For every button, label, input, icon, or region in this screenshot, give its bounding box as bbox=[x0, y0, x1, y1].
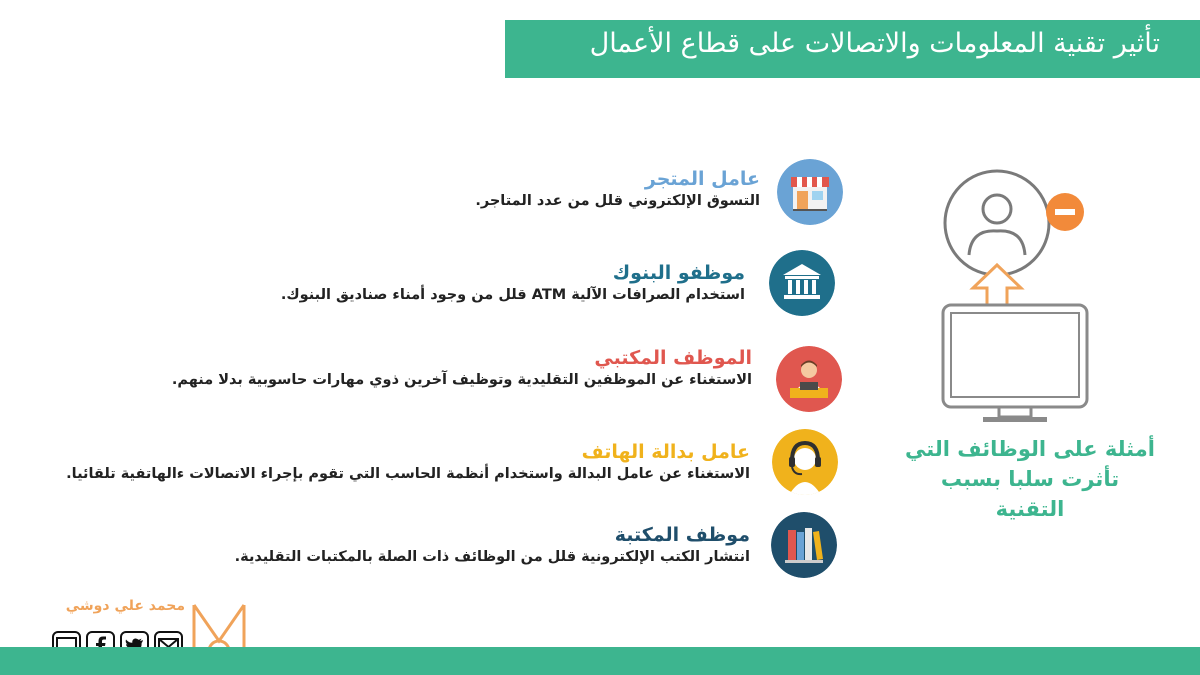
item-description: التسوق الإلكتروني قلل من عدد المتاجر. bbox=[475, 193, 760, 209]
monitor-icon bbox=[943, 305, 1087, 422]
headset-operator-icon bbox=[772, 429, 838, 495]
item-title: الموظف المكتبي bbox=[594, 347, 752, 369]
bank-icon bbox=[769, 250, 835, 316]
minus-icon bbox=[1046, 193, 1084, 231]
item-description: انتشار الكتب الإلكترونية قلل من الوظائف ذات الصلة بالمكتبات التقليدية. bbox=[234, 549, 750, 565]
item-description: استخدام الصرافات الآلية ATM قلل من وجود أمناء صناديق البنوك. bbox=[280, 287, 745, 303]
list-item bbox=[475, 168, 760, 209]
side-caption-line1: أمثلة على الوظائف التي bbox=[905, 437, 1155, 461]
item-title: موظف المكتبة bbox=[614, 524, 750, 546]
office-worker-icon bbox=[776, 346, 842, 412]
books-icon bbox=[771, 512, 837, 578]
item-description: الاستغناء عن عامل البدالة واستخدام أنظمة الحاسب التي تقوم بإجراء الاتصالات ءالهاتفية تلقائيا. bbox=[66, 466, 750, 482]
author-name: محمد علي دوشي bbox=[65, 598, 185, 614]
store-icon bbox=[777, 159, 843, 225]
list-item bbox=[235, 524, 750, 565]
item-title: عامل بدالة الهاتف bbox=[581, 441, 750, 463]
item-title: موظفو البنوك bbox=[612, 262, 745, 284]
page-title: تأثير تقنية المعلومات والاتصالات على قطاع الأعمال bbox=[589, 28, 1160, 59]
list-item bbox=[172, 347, 752, 388]
side-caption-line2: تأثرت سلبا بسبب التقنية bbox=[940, 467, 1120, 521]
list-item bbox=[66, 441, 750, 482]
side-illustration bbox=[935, 165, 1095, 425]
item-description: الاستغناء عن الموظفين التقليدية وتوظيف آخرين ذوي مهارات حاسوبية بدلا منهم. bbox=[171, 372, 752, 388]
footer-bar bbox=[0, 647, 1200, 675]
title-bar bbox=[505, 20, 1200, 78]
list-item bbox=[281, 262, 745, 303]
side-caption bbox=[905, 434, 1155, 524]
item-title: عامل المتجر bbox=[644, 168, 760, 190]
